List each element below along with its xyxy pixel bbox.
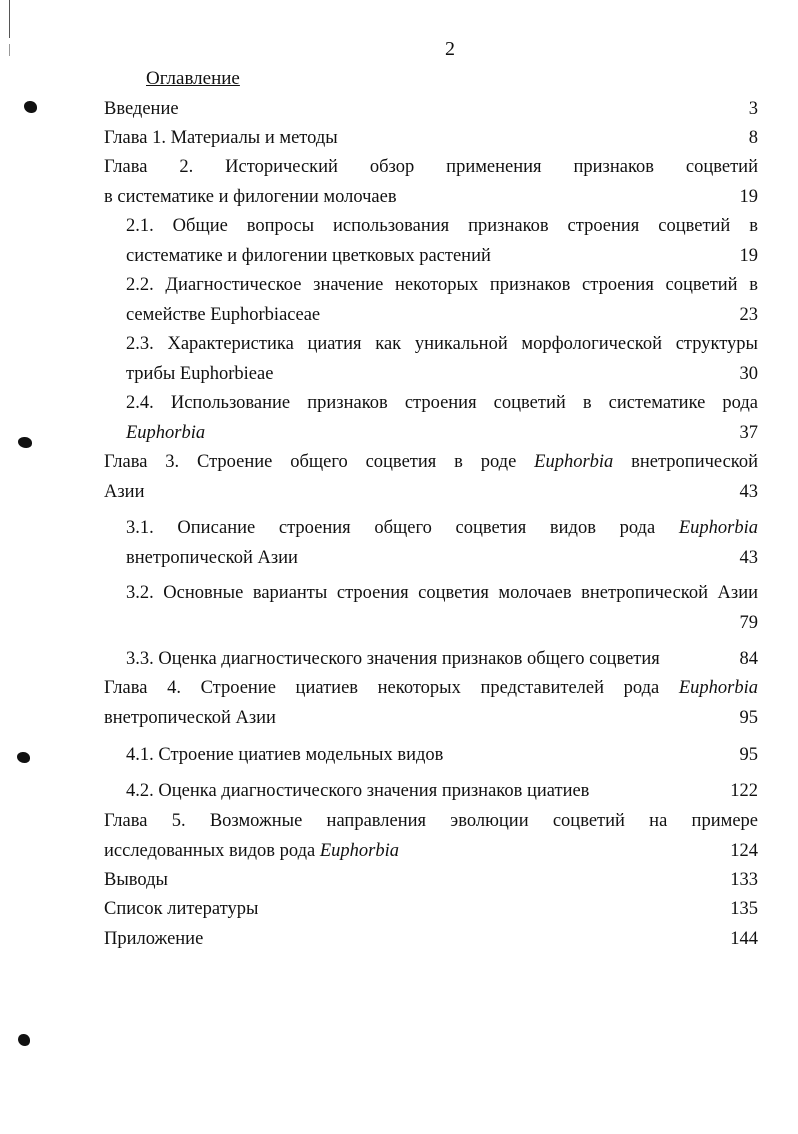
toc-entry-page: 79 [739, 612, 758, 633]
genus-name: Euphorbia [678, 518, 758, 538]
toc-entry-title: 4.1. Строение циатиев модельных видов [126, 745, 444, 765]
toc-heading: Оглавление [146, 68, 240, 89]
genus-name: Euphorbia [319, 840, 400, 861]
toc-entry-title-line [126, 360, 758, 390]
toc-entry-title-line-text: внетропической Азии [126, 547, 298, 568]
toc-entry-page: 30 [739, 363, 758, 384]
toc-entry-page: 43 [739, 547, 758, 568]
toc-entry-page: 95 [739, 745, 758, 765]
toc-entry-title-line-text: Euphorbia [126, 422, 206, 443]
toc-entry-section-2-1 [126, 212, 758, 271]
toc-entry-chapter-3 [104, 448, 758, 507]
toc-entry-title-line: Глава 3. Строение общего соцветия в роде Euphorbia внетропической [104, 452, 758, 472]
toc-entry-title-line-text: исследованных видов рода Euphorbia [104, 840, 400, 861]
toc-entry-page: 95 [739, 707, 758, 728]
toc-entry-section-3-3 [126, 645, 758, 675]
toc-entry-section-4-2 [126, 777, 758, 807]
toc-entry-title: Приложение [104, 929, 204, 949]
toc-entry-page: 135 [730, 899, 758, 919]
toc-entry-title-line [104, 837, 758, 867]
toc-entry-page: 84 [739, 649, 758, 669]
toc-entry-conclusions [104, 866, 758, 896]
toc-entry-title-line [104, 478, 758, 508]
toc-entry-section-4-1 [126, 741, 758, 771]
toc-entry-title: 3.3. Оценка диагностического значения признаков общего соцветия [126, 649, 660, 669]
toc-entry-page: 133 [730, 870, 758, 890]
toc-entry-section-2-2 [126, 271, 758, 330]
toc-entry-page: 23 [739, 304, 758, 325]
toc-entry-page: 124 [730, 840, 758, 861]
toc-entry-title-line [104, 183, 758, 213]
page-number: 2 [445, 38, 455, 60]
toc-entry-title-line: Глава 2. Исторический обзор применения признаков соцветий [104, 157, 758, 177]
toc-entry-page: 19 [739, 245, 758, 266]
toc-entry-title-line: 2.4. Использование признаков строения соцветий в систематике рода [126, 393, 758, 413]
toc-entry-title-line-text: в систематике и филогении молочаев [104, 186, 397, 207]
genus-name: Euphorbia [678, 678, 758, 698]
toc-entry-title-line-text: трибы Euphorbieae [126, 363, 274, 384]
toc-entry-title-line [126, 419, 758, 449]
toc-entry-title-line-text: внетропической Азии [104, 707, 276, 728]
toc-entry-title: Глава 1. Материалы и методы [104, 128, 338, 148]
toc-entry-section-3-2 [126, 579, 758, 638]
toc-entry-page: 3 [748, 99, 758, 119]
toc-entry-title-line [126, 301, 758, 331]
toc-entry-title: Введение [104, 99, 179, 119]
toc-entry-title-line [126, 242, 758, 272]
toc-entry-appendix [104, 925, 758, 955]
toc-entry-title-line [126, 544, 758, 574]
toc-entry-page: 43 [739, 481, 758, 502]
toc-entry-page: 122 [730, 781, 758, 801]
toc-entry-page: 8 [748, 128, 758, 148]
toc-entry-page: 144 [730, 929, 758, 949]
toc-entry-title-line: 2.3. Характеристика циатия как уникальной морфологической структуры [126, 334, 758, 354]
toc-entry-page: 19 [739, 186, 758, 207]
toc-entry-title-line: Глава 5. Возможные направления эволюции соцветий на примере [104, 811, 758, 831]
genus-name: Euphorbia [534, 452, 614, 472]
toc-entry-title-line: 3.2. Основные варианты строения соцветия молочаев внетропической Азии [126, 583, 758, 603]
toc-entry-title: Выводы [104, 870, 168, 890]
toc-entry-title-line [104, 704, 758, 734]
toc-entry-introduction [104, 95, 758, 125]
toc-entry-title-line: 2.2. Диагностическое значение некоторых признаков строения соцветий в [126, 275, 758, 295]
toc-entry-title-line-text: семействе Euphorbiaceae [126, 304, 321, 325]
toc-entry-title: 4.2. Оценка диагностического значения признаков циатиев [126, 781, 590, 801]
toc-entry-chapter-1 [104, 124, 758, 154]
toc-entry-title-line: 2.1. Общие вопросы использования признаков строения соцветий в [126, 216, 758, 236]
toc-entry-chapter-2 [104, 153, 758, 212]
toc-entry-title: Список литературы [104, 899, 259, 919]
toc-entry-title-line [126, 609, 758, 639]
toc-entry-section-3-1 [126, 514, 758, 573]
toc-entry-section-2-3 [126, 330, 758, 389]
toc-entry-chapter-5 [104, 807, 758, 866]
toc-entry-section-2-4 [126, 389, 758, 448]
toc-entry-page: 37 [739, 422, 758, 443]
toc-entry-title-line-text: систематике и филогении цветковых растений [126, 245, 491, 266]
toc-entry-title-line: Глава 4. Строение циатиев некоторых представителей рода Euphorbia [104, 678, 758, 698]
toc-entry-chapter-4 [104, 674, 758, 733]
toc-entry-references [104, 895, 758, 925]
toc-entry-title-line-text: Азии [104, 481, 145, 502]
toc-entry-title-line: 3.1. Описание строения общего соцветия видов рода Euphorbia [126, 518, 758, 538]
